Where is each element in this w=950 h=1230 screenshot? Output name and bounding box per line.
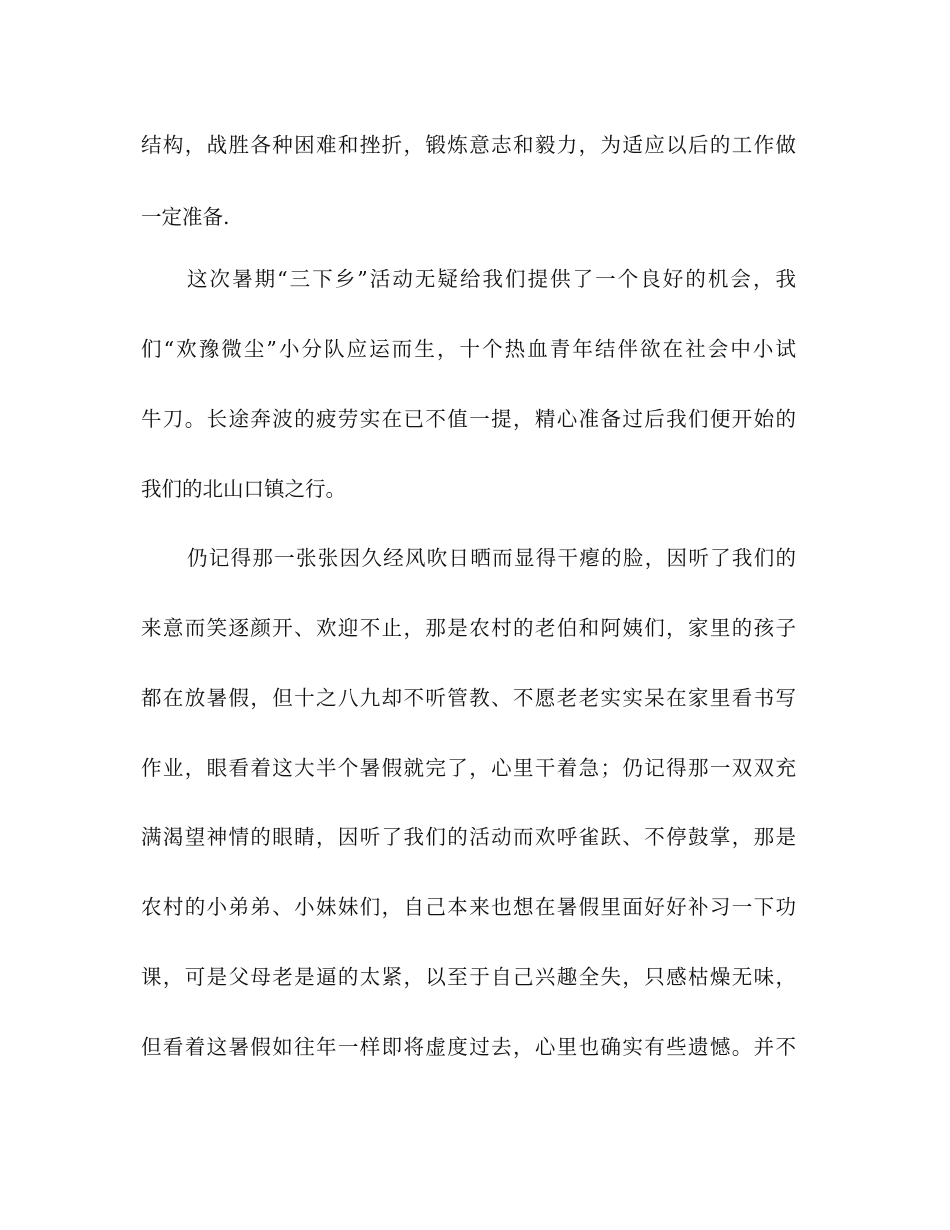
text-line-12: 农村的小弟弟、小妹妹们，自己本来也想在暑假里面好好补习一下功	[141, 895, 796, 919]
text-line-9: 都在放暑假，但十之八九却不听管教、不愿老老实实呆在家里看书写	[141, 686, 796, 710]
text-line-4: 们“欢豫微尘”小分队应运而生，十个热血青年结伴欲在社会中小试	[141, 337, 796, 361]
text-line-11: 满渴望神情的眼睛，因听了我们的活动而欢呼雀跃、不停鼓掌，那是	[141, 825, 796, 849]
text-line-3: 这次暑期“三下乡”活动无疑给我们提供了一个良好的机会，我	[187, 267, 796, 291]
text-line-8: 来意而笑逐颜开、欢迎不止，那是农村的老伯和阿姨们，家里的孩子	[141, 616, 796, 640]
text-line-14: 但看着这暑假如往年一样即将虚度过去，心里也确实有些遗憾。并不	[141, 1035, 796, 1059]
text-line-7: 仍记得那一张张因久经风吹日晒而显得干瘪的脸，因听了我们的	[187, 546, 796, 570]
text-line-6: 我们的北山口镇之行。	[141, 477, 346, 501]
text-line-13: 课，可是父母老是逼的太紧，以至于自己兴趣全失，只感枯燥无味，	[141, 965, 796, 989]
text-line-10: 作业，眼看着这大半个暑假就完了，心里干着急；仍记得那一双双充	[141, 756, 796, 780]
text-line-2: 一定准备.	[141, 205, 230, 229]
text-line-1: 结构，战胜各种困难和挫折，锻炼意志和毅力，为适应以后的工作做	[141, 133, 796, 157]
text-line-5: 牛刀。长途奔波的疲劳实在已不值一提，精心准备过后我们便开始的	[141, 407, 796, 431]
